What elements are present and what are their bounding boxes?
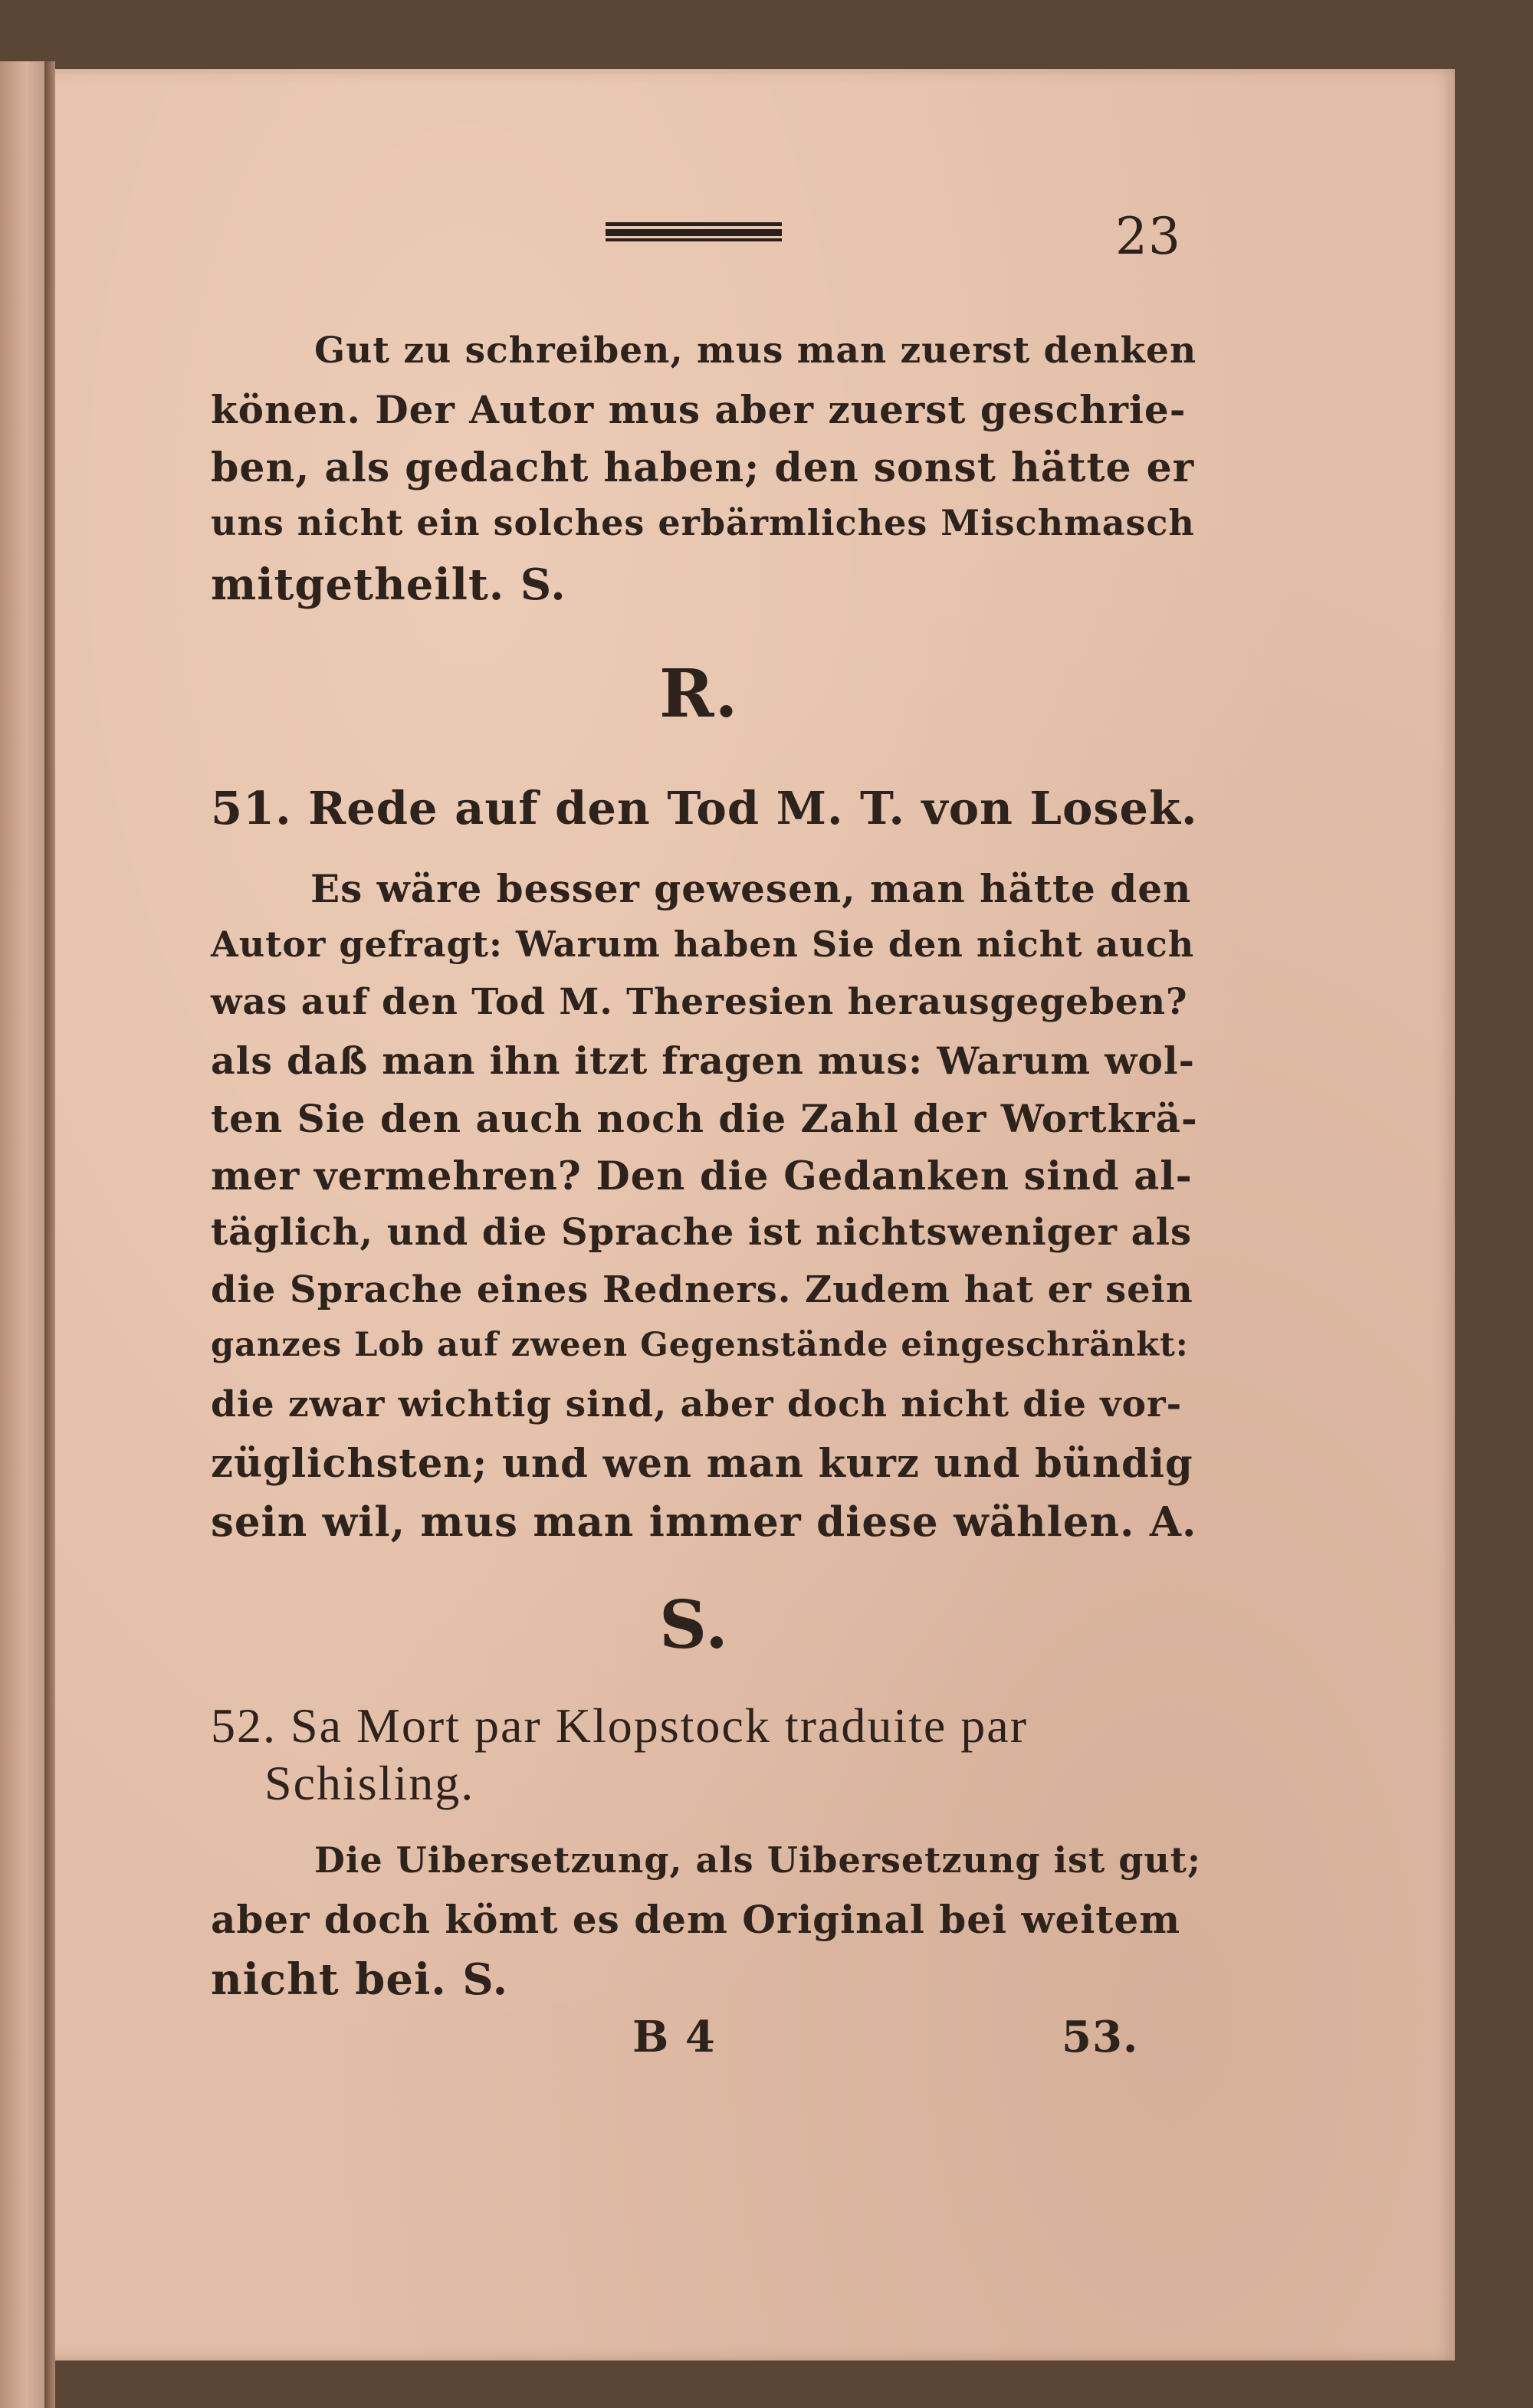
entry-51-line-9: ganzes Lob auf zween Gegenstände eingeschränkt: (211, 1326, 1189, 1364)
entry-52-title-line-2: Schisling. (264, 1756, 475, 1810)
entry-51-line-12: sein wil, mus man immer diese wählen. A. (211, 1498, 1197, 1546)
entry-51-line-7: täglich, und die Sprache ist nichtsweniger als (211, 1211, 1193, 1254)
para1-line-4: uns nicht ein solches erbärmliches Mischmasch (211, 502, 1195, 543)
entry-51-line-10: die zwar wichtig sind, aber doch nicht die vor- (211, 1383, 1183, 1425)
page-number: 23 (1115, 207, 1181, 266)
entry-52-line-2: aber doch kömt es dem Original bei weitem (211, 1897, 1181, 1942)
para1-line-1: Gut zu schreiben, mus man zuerst denken (314, 330, 1197, 372)
entry-51-line-5: ten Sie den auch noch die Zahl der Wortkrä- (211, 1096, 1198, 1141)
entry-51-line-2: Autor gefragt: Warum haben Sie den nicht auch (211, 924, 1195, 965)
entry-51-line-4: als daß man ihn itzt fragen mus: Warum wol- (211, 1038, 1195, 1083)
facing-page-edge (0, 61, 44, 2408)
binding-gutter (44, 61, 55, 2408)
entry-52-line-3: nicht bei. S. (211, 1954, 509, 2005)
entry-52-line-1: Die Uibersetzung, als Uibersetzung ist gut; (314, 1839, 1202, 1881)
section-heading-s: S. (659, 1586, 729, 1664)
entry-52-title-line-1: 52. Sa Mort par Klopstock traduite par (211, 1698, 1028, 1753)
catchword: 53. (1062, 2012, 1139, 2062)
entry-51-line-8: die Sprache eines Redners. Zudem hat er sein (211, 1268, 1193, 1311)
signature-mark: B 4 (632, 2012, 716, 2062)
entry-51-line-1: Es wäre besser gewesen, man hätte den (310, 866, 1192, 911)
entry-51-line-3: was auf den Tod M. Theresien herausgegeben? (211, 981, 1188, 1023)
para1-line-2: könen. Der Autor mus aber zuerst geschrie- (211, 387, 1187, 432)
para1-line-3: ben, als gedacht haben; den sonst hätte er (211, 445, 1195, 491)
entry-51-title: 51. Rede auf den Tod M. T. von Losek. (211, 782, 1198, 835)
para1-line-5: mitgetheilt. S. (211, 559, 566, 610)
entry-51-line-11: züglichsten; und wen man kurz und bündig (211, 1441, 1193, 1487)
header-rule (606, 222, 782, 241)
entry-51-line-6: mer vermehren? Den die Gedanken sind al- (211, 1153, 1193, 1199)
section-heading-r: R. (659, 655, 739, 733)
